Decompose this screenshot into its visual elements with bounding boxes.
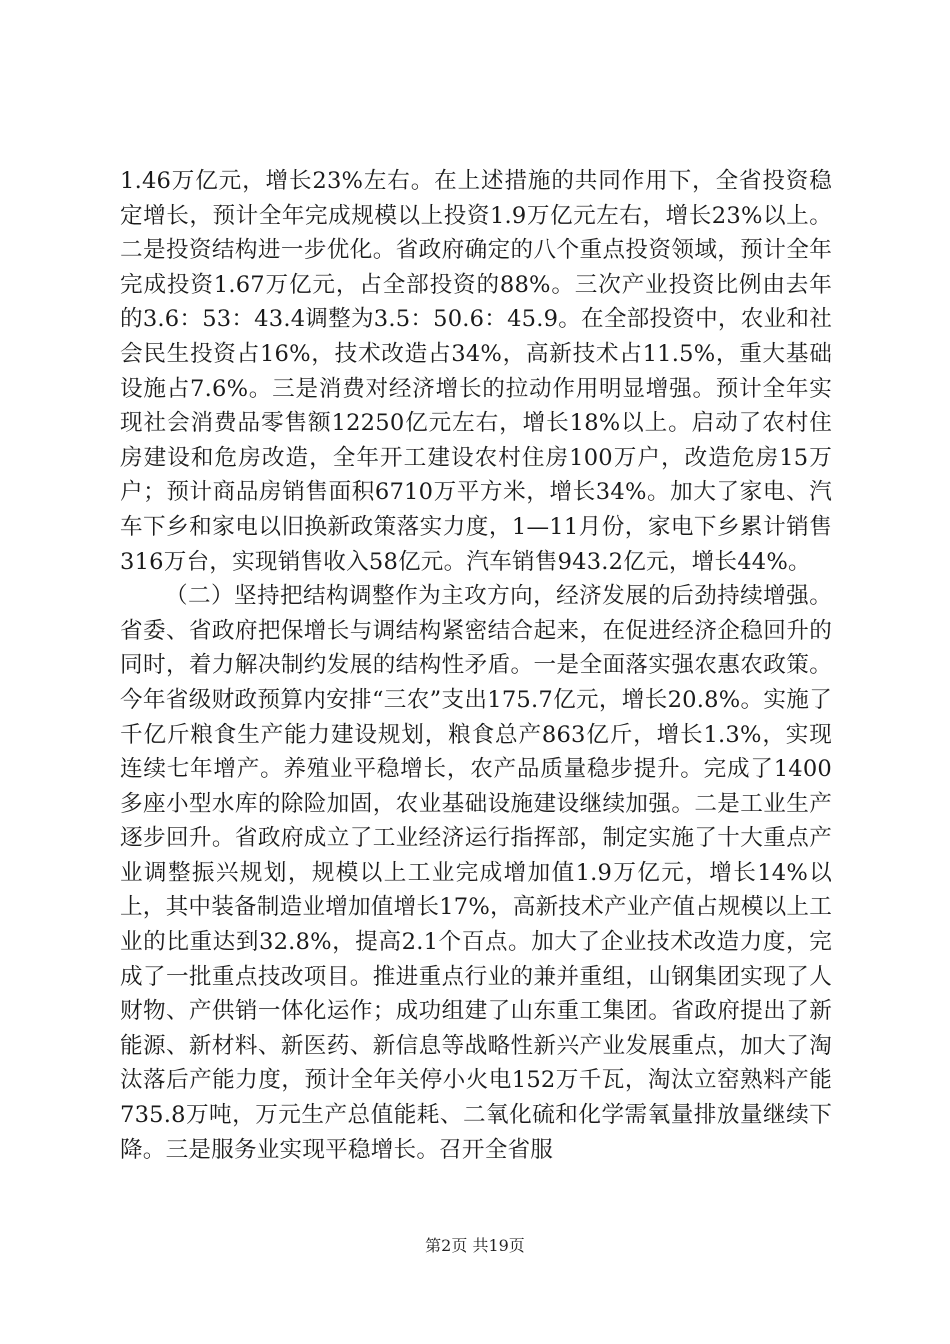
document-body xyxy=(120,164,832,1167)
page-number-label: 第2页 共19页 xyxy=(425,1236,525,1255)
paragraph-1: 1.46万亿元，增长23%左右。在上述措施的共同作用下，全省投资稳定增长，预计全年完成规模以上投资1.9万亿元左右，增长23%以上。二是投资结构进一步优化。省政府确定的八个重点投资领域，预计全年完成投资1.67万亿元，占全部投资的88%。三次产业投资比例由去年的3.6：53：43.4调整为3.5：50.6：45.9。在全部投资中，农业和社会民生投资占16%，技术改造占34%，高新技术占11.5%，重大基础设施占7.6%。三是消费对经济增长的拉动作用明显增强。预计全年实现社会消费品零售额12250亿元左右，增长18%以上。启动了农村住房建设和危房改造，全年开工建设农村住房100万户，改造危房15万户；预计商品房销售面积6710万平方米，增长34%。加大了家电、汽车下乡和家电以旧换新政策落实力度，1—11月份，家电下乡累计销售316万台，实现销售收入58亿元。汽车销售943.2亿元，增长44%。 xyxy=(120,168,832,575)
page-footer xyxy=(0,1236,950,1256)
paragraph-2: （二）坚持把结构调整作为主攻方向，经济发展的后劲持续增强。省委、省政府把保增长与调结构紧密结合起来，在促进经济企稳回升的同时，着力解决制约发展的结构性矛盾。一是全面落实强农惠农政策。今年省级财政预算内安排“三农”支出175.7亿元，增长20.8%。实施了千亿斤粮食生产能力建设规划，粮食总产863亿斤，增长1.3%，实现连续七年增产。养殖业平稳增长，农产品质量稳步提升。完成了1400多座小型水库的除险加固，农业基础设施建设继续加强。二是工业生产逐步回升。省政府成立了工业经济运行指挥部，制定实施了十大重点产业调整振兴规划，规模以上工业完成增加值1.9万亿元，增长14%以上，其中装备制造业增加值增长17%，高新技术产业产值占规模以上工业的比重达到32.8%，提高2.1个百点。加大了企业技术改造力度，完成了一批重点技改项目。推进重点行业的兼并重组，山钢集团实现了人财物、产供销一体化运作；成功组建了山东重工集团。省政府提出了新能源、新材料、新医药、新信息等战略性新兴产业发展重点，加大了淘汰落后产能力度，预计全年关停小火电152万千瓦，淘汰立窑熟料产能735.8万吨，万元生产总值能耗、二氧化硫和化学需氧量排放量继续下降。三是服务业实现平稳增长。召开全省服 xyxy=(120,583,832,1163)
